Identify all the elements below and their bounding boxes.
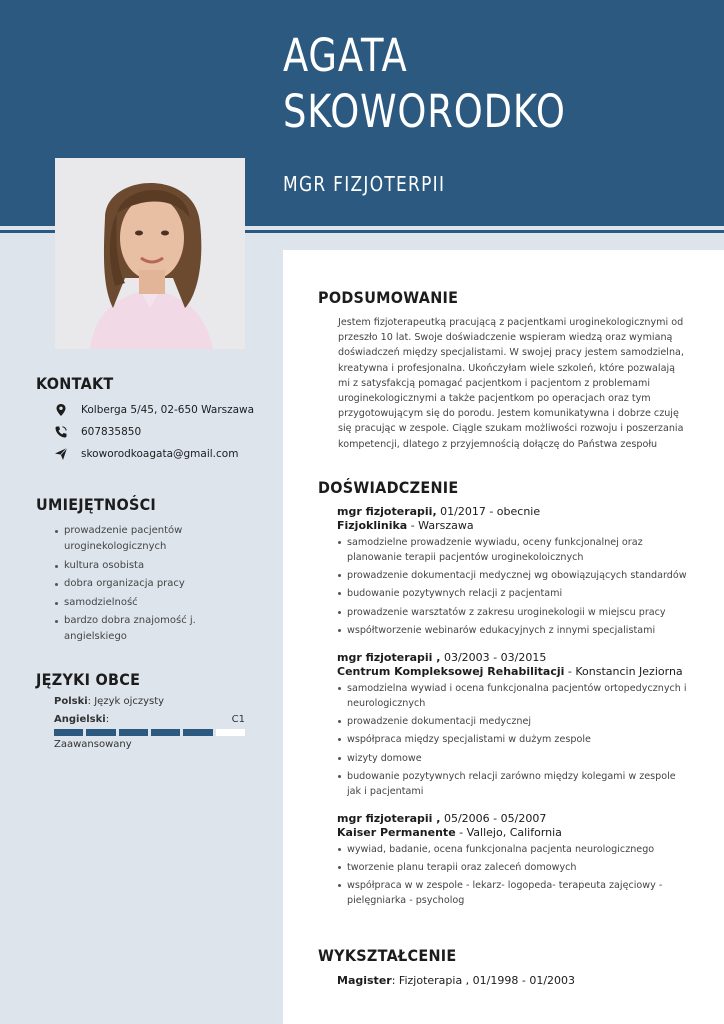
language-foreign-code: C1 [231,713,245,725]
job-bullet: prowadzenie warsztatów z zakresu uroginekologii w miejscu pracy [337,605,687,620]
contact-phone [54,421,256,443]
skills-list [36,523,256,645]
job-role: mgr fizjoterapii, [337,505,437,518]
language-level-segment [119,729,148,736]
summary-text: Jestem fizjoterapeutką pracującą z pacjentkami uroginekologicznymi od przeszło 10 lat. Swoje doświadczenie wspieram wiedzą oraz wymianą doświadczeń między specjalistami. W swojej pracy jestem samodzielna, kreatywna i profesjonalna. Ukończyłam wiele szkoleń, które pozwalają mi z satysfakcją pomagać pacjentkom i pacjentom z problemami uroginekologicznymi a także pacjentkom po operacjach oraz tym przygotowującym się do porodu. Jestem komunikatywna i dobrze czuję się pracując w zespole. Ciągle szukam możliwości rozwoju i poszerzania kompetencji, dlatego z przyjemnością dołączę do Państwa zespołu [338,317,684,450]
skill-item: kultura osobista [36,558,256,574]
job-bullet: tworzenie planu terapii oraz zaleceń domowych [337,860,687,875]
education-section [318,946,698,987]
job-location: - Vallejo, California [455,825,562,839]
language-level-bar [54,729,245,736]
phone-icon [54,425,68,439]
education-details: : Fizjoterapia , 01/1998 - 01/2003 [391,974,576,987]
skill-item: samodzielność [36,595,256,611]
language-level-segment [151,729,180,736]
education-heading: WYKSZTAŁCENIE [318,946,457,965]
job-bullet: prowadzenie dokumentacji medycznej [337,714,687,729]
contact-address [54,399,256,421]
language-foreign-label: Angielski [54,713,106,725]
language-foreign-level: Zaawansowany [54,738,132,750]
job-bullet: budowanie pozytywnych relacji zarówno między kolegami w zespole jak i pacjentami [337,769,687,799]
education-degree: Magister [337,974,392,987]
job-bullet: wywiad, badanie, ocena funkcjonalna pacjenta neurologicznego [337,842,687,857]
job-dates: 03/2003 - 03/2015 [440,650,547,664]
profile-photo [55,158,245,349]
job-company: Kaiser Permanente [337,825,456,839]
job-dates: 01/2017 - obecnie [436,505,541,518]
language-level-segment [54,729,83,736]
job-bullet: samodzielna wywiad i ocena funkcjonalna pacjentów ortopedycznych i neurologicznych [337,681,687,711]
job-role: mgr fizjoterapii , [337,811,441,825]
location-pin-icon [54,403,68,417]
job-company: Centrum Kompleksowej Rehabilitacji [337,664,565,678]
experience-section [318,478,698,911]
summary-section [318,288,698,452]
job-bullet: budowanie pozytywnych relacji z pacjentami [337,586,687,601]
contact-email [54,443,256,465]
job-role: mgr fizjoterapii , [337,650,441,664]
skill-item: prowadzenie pacjentów uroginekologicznych [36,523,194,555]
language-level-segment [183,729,212,736]
skill-item: dobra organizacja pracy [36,576,256,592]
phone-text: 607835850 [81,426,142,438]
job-title: MGR FIZJOTERPII [283,172,446,196]
language-level-segment [216,729,245,736]
skill-item: bardzo dobra znajomość j. angielskiego [36,613,204,645]
job-company: Fizjoklinika [337,519,408,532]
language-foreign [54,714,245,725]
language-foreign-sep: : [105,713,110,725]
job-bullet: wizyty domowe [337,751,687,766]
experience-heading: DOŚWIADCZENIE [318,478,459,497]
language-native-label: Polski [54,695,88,707]
job-entry [337,651,698,799]
email-text: skoworodkoagata@gmail.com [81,448,239,460]
language-native-value: : Język ojczysty [87,695,165,707]
send-icon [54,447,68,461]
job-dates: 05/2006 - 05/2007 [440,811,547,825]
name-last: SKOWORODKO [283,85,566,138]
address-text: Kolberga 5/45, 02-650 Warszawa [81,404,255,416]
job-entry [337,505,698,638]
language-native [54,696,256,707]
job-location: - Konstancin Jeziorna [564,664,683,678]
summary-heading: PODSUMOWANIE [318,288,459,307]
sidebar [36,374,256,750]
job-bullet: prowadzenie dokumentacji medycznej wg obowiązujących standardów [337,568,687,583]
candidate-name [283,28,636,140]
language-level-segment [86,729,115,736]
job-bullet: współpraca w w zespole - lekarz- logopeda- terapeuta zajęciowy - pielęgniarka - psycholog [337,878,667,908]
job-bullet: samodzielne prowadzenie wywiadu, oceny funkcjonalnej oraz planowanie terapii pacjentów uroginekoloicznych [337,535,647,565]
skills-heading: UMIEJĘTNOŚCI [36,495,157,514]
job-location: - Warszawa [407,519,474,532]
languages-heading: JĘZYKI OBCE [36,669,141,689]
job-entry [337,812,698,908]
contact-heading: KONTAKT [36,374,114,393]
job-bullet: współtworzenie webinarów edukacyjnych z innymi specjalistami [337,623,687,638]
name-first: AGATA [283,29,408,82]
job-bullet: współpraca między specjalistami w dużym zespole [337,732,687,747]
education-entry [337,974,698,987]
